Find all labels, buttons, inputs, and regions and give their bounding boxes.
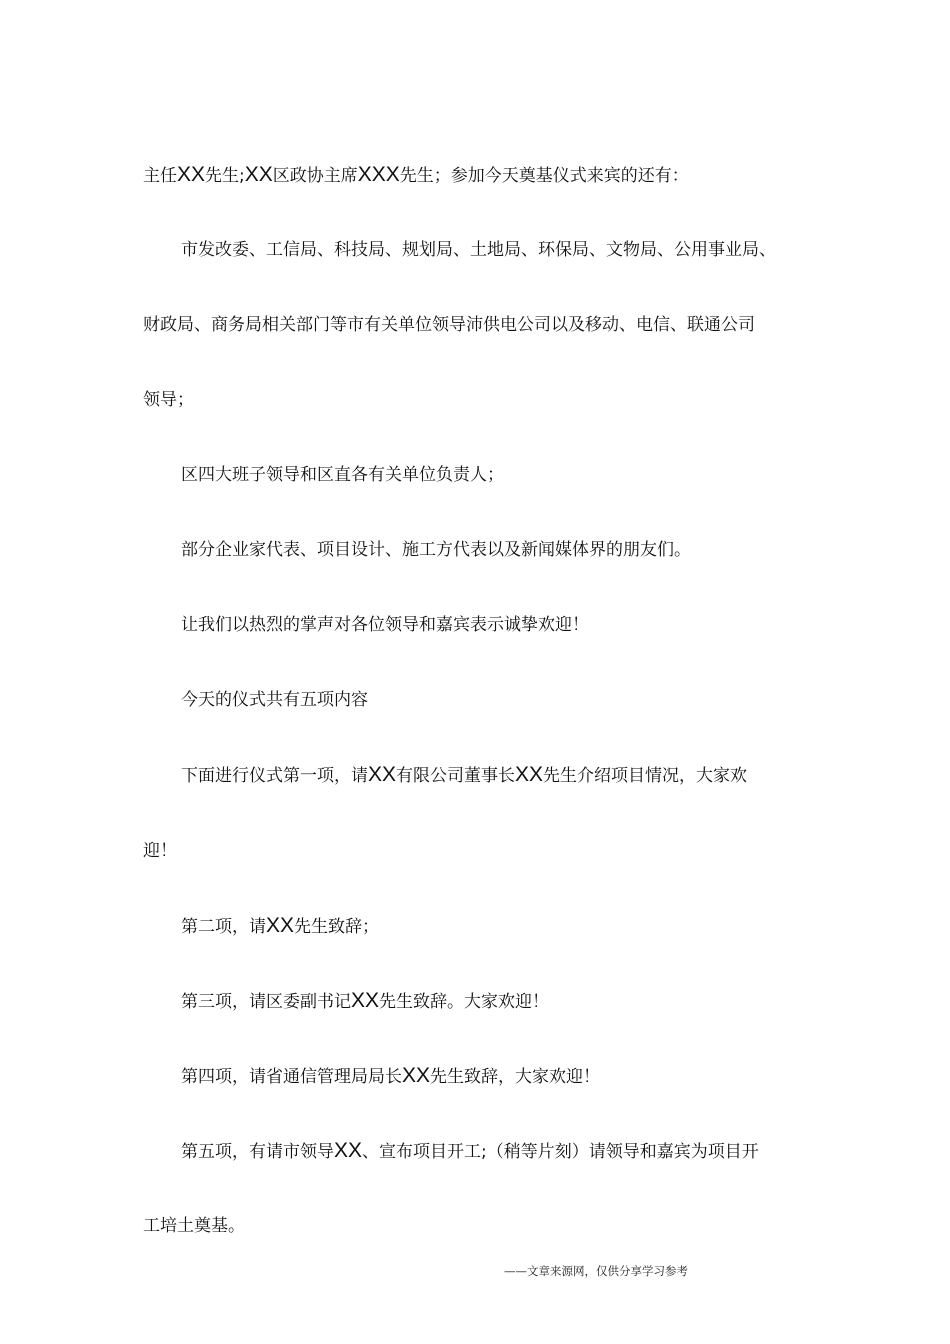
- paragraph-line: 领导；: [143, 390, 194, 410]
- source-footnote: ——文章来源网，仅供分享学习参考: [504, 1264, 688, 1278]
- paragraph-line: 市发改委、工信局、科技局、规划局、土地局、环保局、文物局、公用事业局、: [181, 240, 776, 260]
- paragraph-line: 区四大班子领导和区直各有关单位负责人；: [181, 465, 504, 485]
- paragraph-line: 第二项，请XX先生致辞；: [181, 914, 380, 937]
- paragraph-line: 财政局、商务局相关部门等市有关单位领导沛供电公司以及移动、电信、联通公司: [143, 315, 755, 335]
- paragraph-line: 今天的仪式共有五项内容: [181, 690, 368, 710]
- paragraph-line: 第五项，有请市领导XX、宣布项目开工;（稍等片刻）请领导和嘉宾为项目开: [181, 1139, 759, 1162]
- paragraph-line: 部分企业家代表、项目设计、施工方代表以及新闻媒体界的朋友们。: [181, 540, 691, 560]
- paragraph-line: 主任XX先生;XX区政协主席XXX先生；参加今天奠基仪式来宾的还有：: [143, 163, 689, 186]
- paragraph-line: 工培土奠基。: [143, 1216, 245, 1236]
- paragraph-line: 让我们以热烈的掌声对各位领导和嘉宾表示诚挚欢迎！: [181, 615, 589, 635]
- paragraph-line: 迎！: [143, 841, 177, 861]
- paragraph-line: 下面进行仪式第一项，请XX有限公司董事长XX先生介绍项目情况，大家欢: [181, 763, 748, 786]
- paragraph-line: 第四项，请省通信管理局局长XX先生致辞，大家欢迎！: [181, 1064, 601, 1087]
- paragraph-line: 第三项，请区委副书记XX先生致辞。大家欢迎！: [181, 989, 550, 1012]
